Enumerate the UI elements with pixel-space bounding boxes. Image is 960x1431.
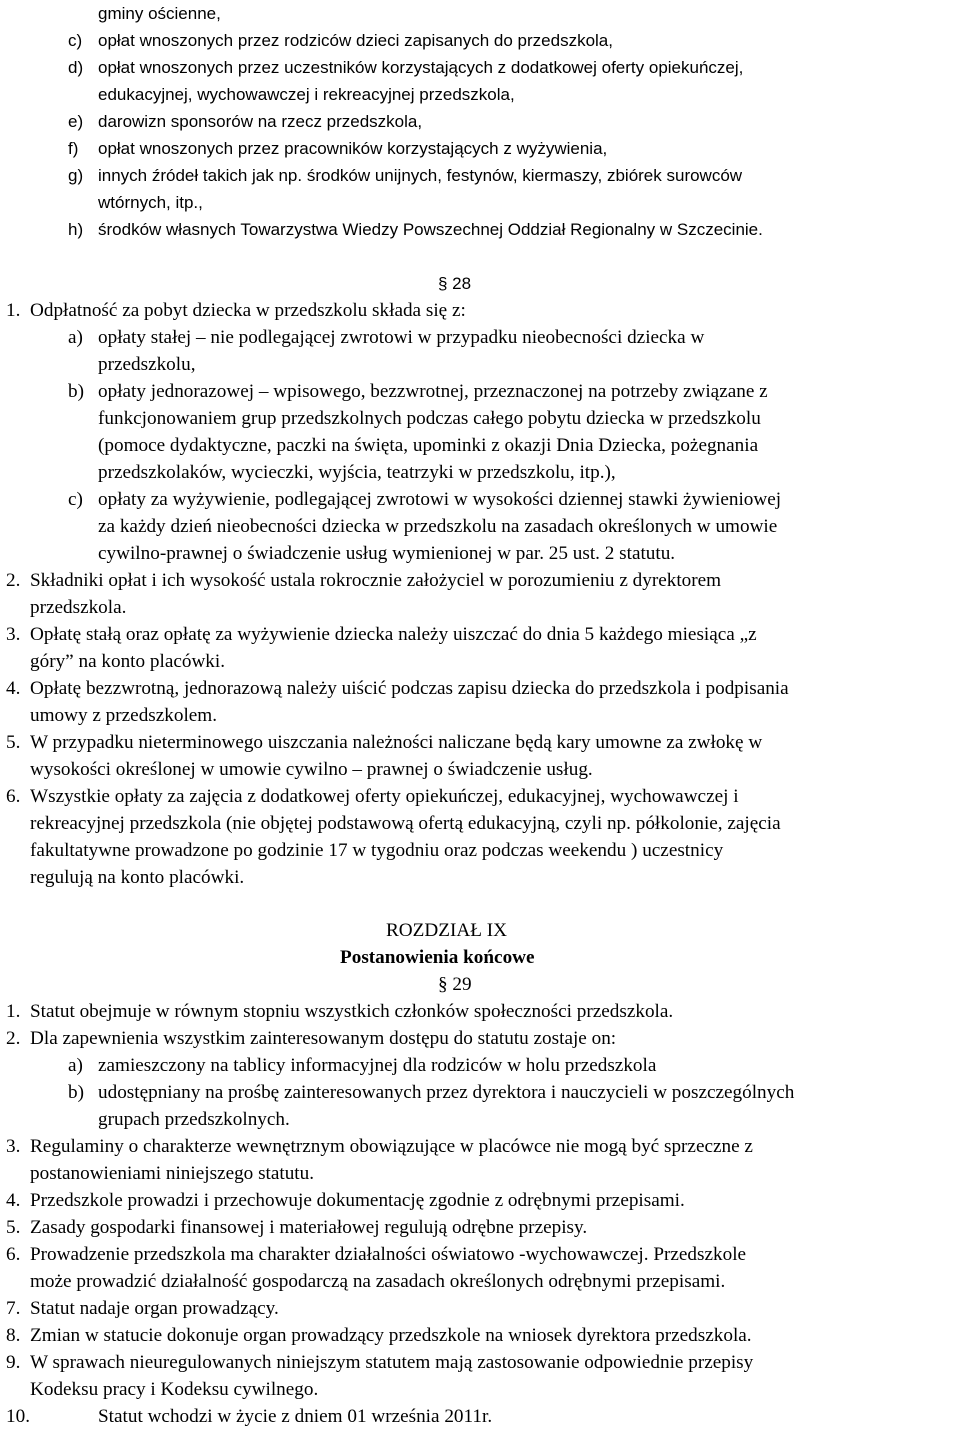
paragraph-number: 10. [6,1406,30,1427]
paragraph-text: Kodeksu pracy i Kodeksu cywilnego. [30,1379,319,1400]
list-item: zamieszczony na tablicy informacyjnej dla rodziców w holu przedszkola [98,1055,657,1076]
list-item-marker: d) [68,58,84,77]
paragraph-number: 5. [6,732,21,753]
paragraph-number: 2. [6,570,21,591]
list-item: opłat wnoszonych przez pracowników korzystających z wyżywienia, [98,139,608,158]
paragraph-number: 7. [6,1298,21,1319]
list-item-marker: h) [68,220,84,239]
chapter-title: Postanowienia końcowe [340,947,535,968]
paragraph-text: fakultatywne prowadzone po godzinie 17 w tygodniu oraz podczas weekendu ) uczestnicy [30,840,724,861]
paragraph-number: 3. [6,1136,21,1157]
list-item-marker: f) [68,139,79,158]
paragraph-number: 3. [6,624,21,645]
paragraph-text: Dla zapewnienia wszystkim zainteresowanym dostępu do statutu zostaje on: [30,1028,617,1049]
paragraph-text: W przypadku nieterminowego uiszczania należności naliczane będą kary umowne za zwłokę w [30,732,763,753]
paragraph-text: góry” na konto placówki. [30,651,226,672]
list-item: przedszkolaków, wycieczki, wyjścia, teatrzyki w przedszkolu, itp.), [98,462,616,483]
paragraph-text: wysokości określonej w umowie cywilno – prawnej o świadczenie usług. [30,759,593,780]
list-item: opłaty jednorazowej – wpisowego, bezzwrotnej, przeznaczonej na potrzeby związane z [98,381,768,402]
paragraph-text: postanowieniami niniejszego statutu. [30,1163,315,1184]
list-item: gminy ościenne, [98,4,221,23]
paragraph-number: 5. [6,1217,21,1238]
list-item: przedszkolu, [98,354,196,375]
paragraph-number: 6. [6,786,21,807]
list-item-marker: b) [68,381,84,402]
list-item: wtórnych, itp., [98,193,203,212]
list-item: opłat wnoszonych przez rodziców dzieci zapisanych do przedszkola, [98,31,613,50]
paragraph-text: Zmian w statucie dokonuje organ prowadzący przedszkole na wniosek dyrektora przedszkola. [30,1325,752,1346]
list-item-marker: a) [68,327,83,348]
list-item: innych źródeł takich jak np. środków unijnych, festynów, kiermaszy, zbiórek surowców [98,166,743,185]
list-item: darowizn sponsorów na rzecz przedszkola, [98,112,423,131]
paragraph-text: Opłatę stałą oraz opłatę za wyżywienie dziecka należy uiszczać do dnia 5 każdego miesiąca „z [30,624,757,645]
paragraph-text: Prowadzenie przedszkola ma charakter działalności oświatowo -wychowawczej. Przedszkole [30,1244,747,1265]
list-item-marker: c) [68,31,83,50]
paragraph-number: 6. [6,1244,21,1265]
list-item-marker: a) [68,1055,83,1076]
list-item: edukacyjnej, wychowawczej i rekreacyjnej przedszkola, [98,85,515,104]
paragraph-number: 9. [6,1352,21,1373]
paragraph-text: Przedszkole prowadzi i przechowuje dokumentację zgodnie z odrębnymi przepisami. [30,1190,685,1211]
paragraph-number: 2. [6,1028,21,1049]
paragraph-text: może prowadzić działalność gospodarczą na zasadach określonych odrębnymi przepisami. [30,1271,726,1292]
list-item-marker: b) [68,1082,84,1103]
paragraph-number: 1. [6,300,21,321]
paragraph-number: 1. [6,1001,21,1022]
paragraph-number: 8. [6,1325,21,1346]
list-item: opłat wnoszonych przez uczestników korzystających z dodatkowej oferty opiekuńczej, [98,58,744,77]
paragraph-text: przedszkola. [30,597,127,618]
list-item: środków własnych Towarzystwa Wiedzy Powszechnej Oddział Regionalny w Szczecinie. [98,220,763,239]
paragraph-text: Statut wchodzi w życie z dniem 01 września 2011r. [98,1406,493,1427]
paragraph-text: Wszystkie opłaty za zajęcia z dodatkowej oferty opiekuńczej, edukacyjnej, wychowawczej i [30,786,739,807]
list-item: funkcjonowaniem grup przedszkolnych podczas całego pobytu dziecka w przedszkolu [98,408,761,429]
paragraph-text: Odpłatność za pobyt dziecka w przedszkolu składa się z: [30,300,466,321]
section-heading: § 28 [438,274,472,293]
paragraph-text: Statut obejmuje w równym stopniu wszystkich członków społeczności przedszkola. [30,1001,674,1022]
list-item: cywilno-prawnej o świadczenie usług wymienionej w par. 25 ust. 2 statutu. [98,543,676,564]
list-item: za każdy dzień nieobecności dziecka w przedszkolu na zasadach określonych w umowie [98,516,778,537]
list-item-marker: g) [68,166,84,185]
paragraph-number: 4. [6,678,21,699]
chapter-number: ROZDZIAŁ IX [386,920,507,941]
paragraph-text: regulują na konto placówki. [30,867,245,888]
paragraph-text: W sprawach nieuregulowanych niniejszym statutem mają zastosowanie odpowiednie przepisy [30,1352,754,1373]
list-item: grupach przedszkolnych. [98,1109,290,1130]
paragraph-text: Regulaminy o charakterze wewnętrznym obowiązujące w placówce nie mogą być sprzeczne z [30,1136,753,1157]
section-heading: § 29 [438,974,472,995]
paragraph-text: Zasady gospodarki finansowej i materiałowej regulują odrębne przepisy. [30,1217,588,1238]
list-item: (pomoce dydaktyczne, paczki na święta, upominki z okazji Dnia Dziecka, pożegnania [98,435,759,456]
paragraph-number: 4. [6,1190,21,1211]
paragraph-text: Składniki opłat i ich wysokość ustala rokrocznie założyciel w porozumieniu z dyrektorem [30,570,722,591]
paragraph-text: umowy z przedszkolem. [30,705,218,726]
paragraph-text: Opłatę bezzwrotną, jednorazową należy uiścić podczas zapisu dziecka do przedszkola i podpisania [30,678,789,699]
list-item: opłaty stałej – nie podlegającej zwrotowi w przypadku nieobecności dziecka w [98,327,705,348]
list-item: opłaty za wyżywienie, podlegającej zwrotowi w wysokości dziennej stawki żywieniowej [98,489,782,510]
list-item-marker: c) [68,489,83,510]
list-item-marker: e) [68,112,84,131]
paragraph-text: Statut nadaje organ prowadzący. [30,1298,279,1319]
list-item: udostępniany na prośbę zainteresowanych przez dyrektora i nauczycieli w poszczególnych [98,1082,795,1103]
paragraph-text: rekreacyjnej przedszkola (nie objętej podstawową ofertą edukacyjną, czyli np. półkolonie, zajęcia [30,813,781,834]
